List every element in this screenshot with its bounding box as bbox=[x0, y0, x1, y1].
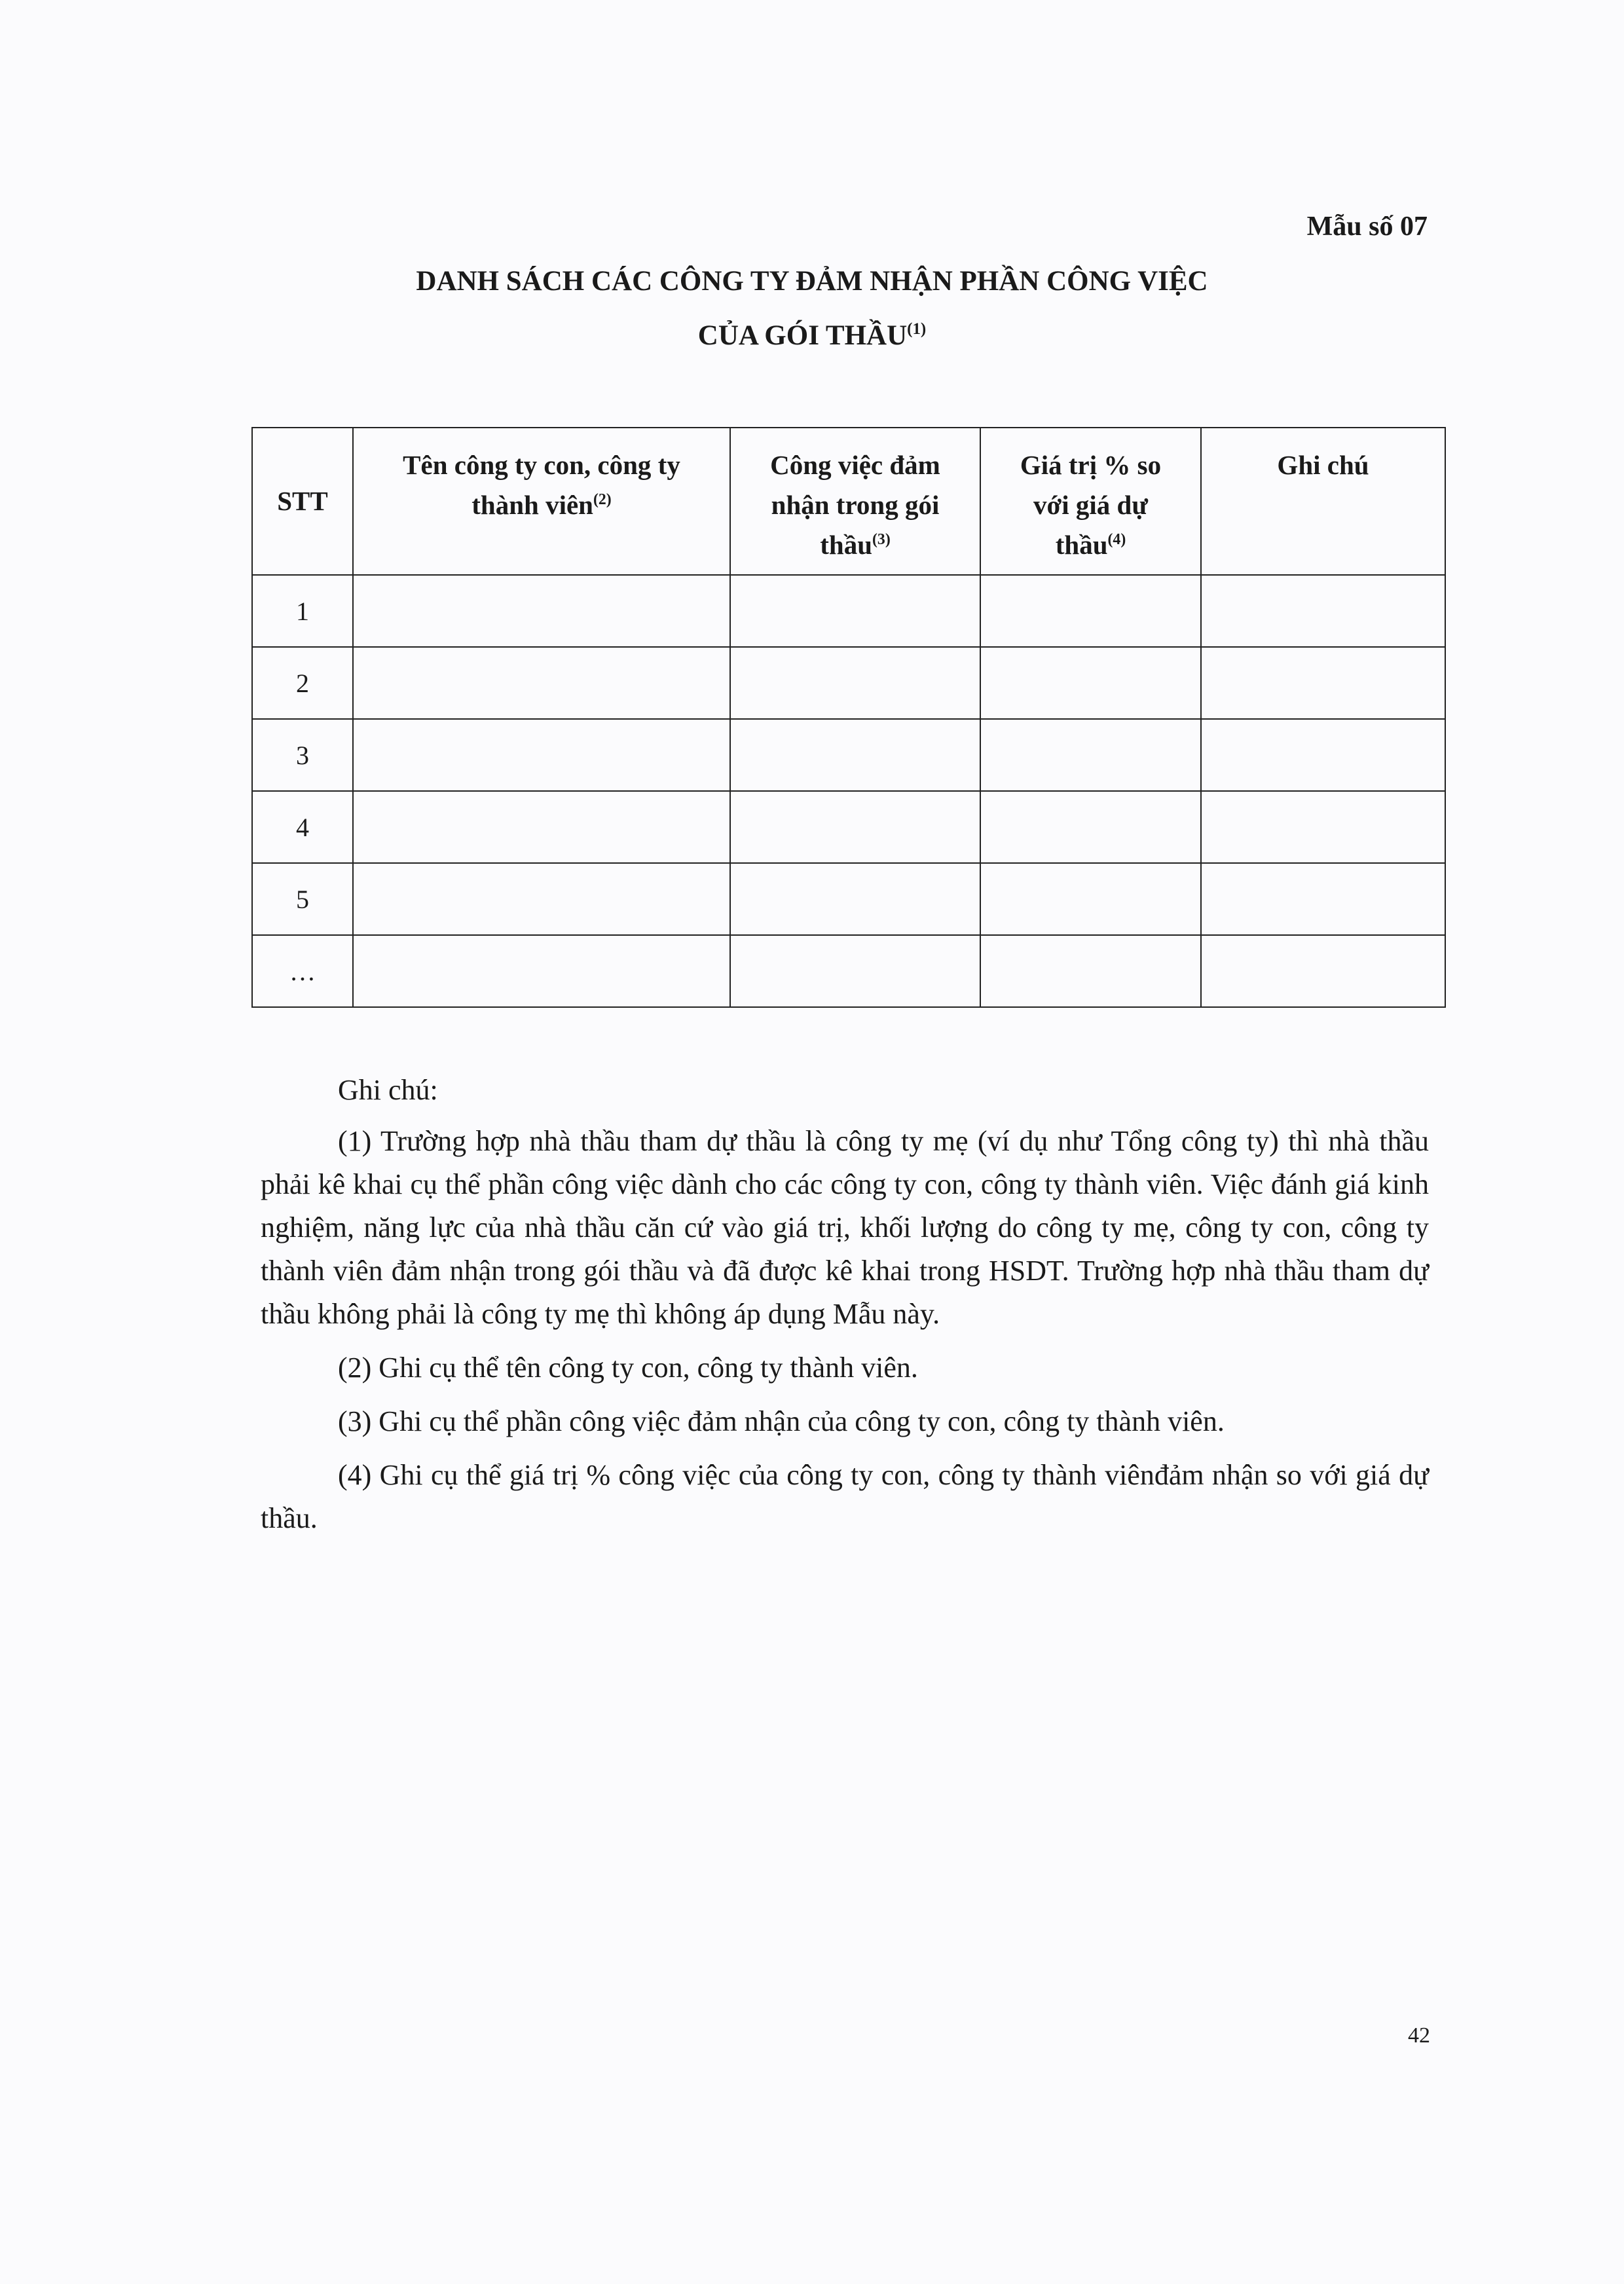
cell-value-percent bbox=[980, 935, 1201, 1007]
cell-work bbox=[730, 863, 980, 935]
cell-work bbox=[730, 647, 980, 719]
cell-company-name bbox=[353, 575, 730, 647]
cell-value-percent bbox=[980, 863, 1201, 935]
companies-table bbox=[251, 427, 1446, 1008]
cell-value-percent bbox=[980, 791, 1201, 863]
cell-work bbox=[730, 935, 980, 1007]
cell-notes bbox=[1201, 647, 1445, 719]
note-item: (4) Ghi cụ thể giá trị % công việc của công ty con, công ty thành viênđảm nhận so với giá dự thầu. bbox=[261, 1459, 1429, 1534]
footnote-ref-3: (3) bbox=[872, 530, 891, 548]
cell-company-name bbox=[353, 791, 730, 863]
table-row bbox=[252, 719, 1445, 791]
cell-stt: 1 bbox=[252, 575, 353, 647]
footnote-ref-1: (1) bbox=[907, 320, 927, 338]
document-title-line2 bbox=[0, 320, 1624, 352]
header-value-percent bbox=[980, 428, 1201, 575]
header-company-name-text: Tên công ty con, công ty thành viên bbox=[403, 450, 680, 520]
table-row bbox=[252, 935, 1445, 1007]
header-notes: Ghi chú bbox=[1201, 428, 1445, 575]
cell-notes bbox=[1201, 863, 1445, 935]
cell-work bbox=[730, 719, 980, 791]
cell-work bbox=[730, 791, 980, 863]
cell-notes bbox=[1201, 791, 1445, 863]
header-company-name bbox=[353, 428, 730, 575]
note-item: (2) Ghi cụ thể tên công ty con, công ty thành viên. bbox=[338, 1352, 918, 1384]
cell-stt: … bbox=[252, 935, 353, 1007]
table-header-row bbox=[252, 428, 1445, 575]
cell-company-name bbox=[353, 863, 730, 935]
cell-stt: 3 bbox=[252, 719, 353, 791]
cell-stt: 2 bbox=[252, 647, 353, 719]
page-number: 42 bbox=[1408, 2023, 1430, 2048]
footnote-ref-2: (2) bbox=[593, 490, 612, 508]
document-title-line2-text: CỦA GÓI THẦU bbox=[697, 320, 908, 351]
cell-stt: 5 bbox=[252, 863, 353, 935]
header-work-text: Công việc đảm nhận trong gói thầu bbox=[770, 450, 940, 560]
note-item: (1) Trường hợp nhà thầu tham dự thầu là công ty mẹ (ví dụ như Tổng công ty) thì nhà thầu phải kê khai cụ thể phần công việc dành cho các công ty con, công ty thành viên. Việc đánh giá kinh nghiệm, năng lực của nhà thầu căn cứ vào giá trị, khối lượng do công ty mẹ, công ty con, công ty thành viên đảm nhận trong gói thầu và đã được kê khai trong HSDT. Trường hợp nhà thầu tham dự thầu không phải là công ty mẹ thì không áp dụng Mẫu này. bbox=[261, 1125, 1429, 1330]
cell-work bbox=[730, 575, 980, 647]
cell-notes bbox=[1201, 719, 1445, 791]
notes-heading: Ghi chú: bbox=[338, 1074, 438, 1106]
cell-company-name bbox=[353, 647, 730, 719]
cell-value-percent bbox=[980, 647, 1201, 719]
table-row bbox=[252, 575, 1445, 647]
cell-notes bbox=[1201, 575, 1445, 647]
form-number: Mẫu số 07 bbox=[1306, 212, 1428, 242]
table-row bbox=[252, 863, 1445, 935]
cell-value-percent bbox=[980, 719, 1201, 791]
header-work bbox=[730, 428, 980, 575]
footnote-ref-4: (4) bbox=[1107, 530, 1126, 548]
cell-value-percent bbox=[980, 575, 1201, 647]
cell-notes bbox=[1201, 935, 1445, 1007]
document-title-line1: DANH SÁCH CÁC CÔNG TY ĐẢM NHẬN PHẦN CÔNG VIỆC bbox=[416, 266, 1208, 297]
notes-section bbox=[261, 1069, 1429, 1551]
table-row bbox=[252, 791, 1445, 863]
cell-company-name bbox=[353, 935, 730, 1007]
header-stt: STT bbox=[252, 428, 353, 575]
cell-company-name bbox=[353, 719, 730, 791]
cell-stt: 4 bbox=[252, 791, 353, 863]
table-row bbox=[252, 647, 1445, 719]
note-item: (3) Ghi cụ thể phần công việc đảm nhận của công ty con, công ty thành viên. bbox=[338, 1405, 1225, 1437]
header-value-percent-text: Giá trị % so với giá dự thầu bbox=[1020, 450, 1162, 560]
